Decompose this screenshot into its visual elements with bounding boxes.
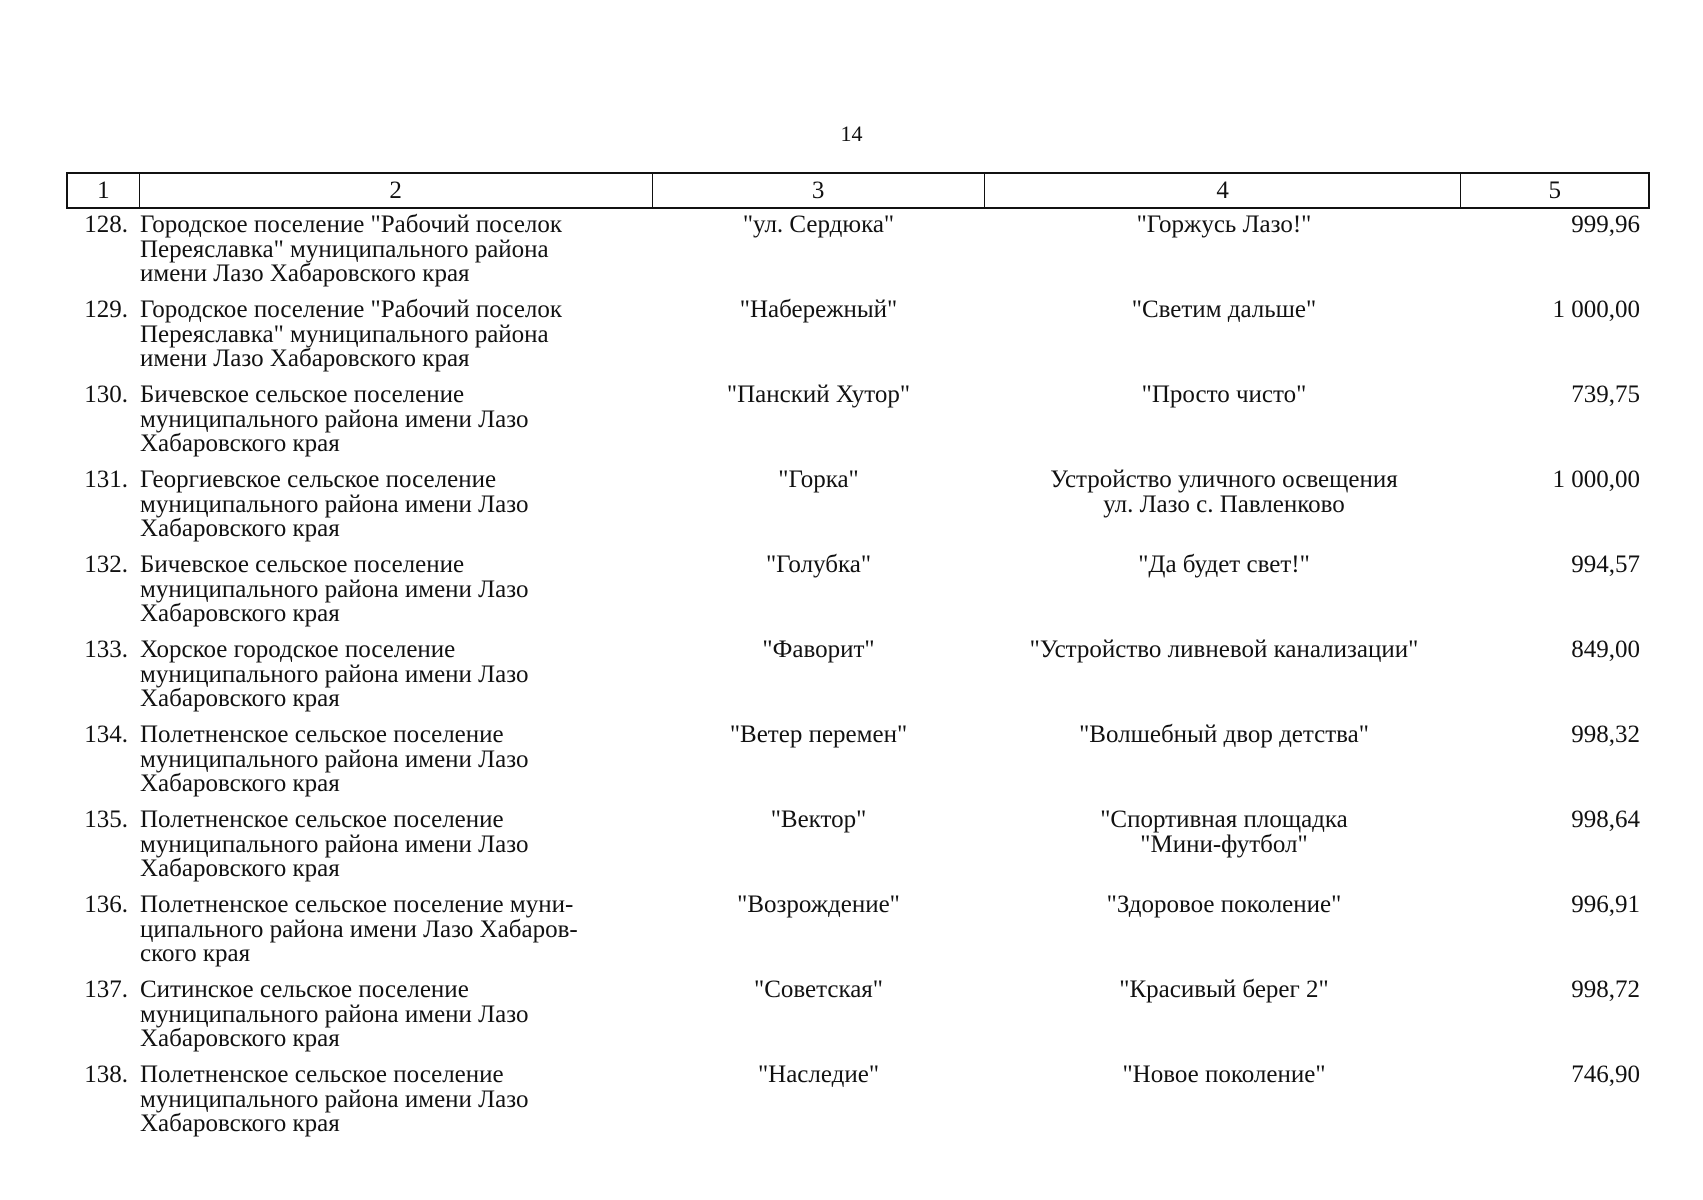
municipality-name-line: Бичевское сельское поселение [140,381,465,408]
table-row [66,213,1650,298]
project-name [985,468,1463,553]
amount: 998,72 [1571,976,1640,1003]
amount: 1 000,00 [1552,466,1640,493]
amount: 998,32 [1571,721,1640,748]
project-name-line: "Здоровое поколение" [1106,891,1342,918]
project-name [985,893,1463,978]
header-col-1: 1 [68,174,140,207]
municipality-name [138,468,652,553]
tos-name: "ул. Сердюка" [742,211,895,238]
tos-name: "Вектор" [770,806,867,833]
header-col-4: 4 [985,174,1462,207]
project-name-line: "Красивый берег 2" [1119,976,1329,1003]
municipality-name-line: Хабаровского края [140,1025,340,1052]
amount: 1 000,00 [1552,296,1640,323]
page-number: 14 [840,121,863,146]
municipality-name [138,383,652,468]
municipality-name-line: Полетненское сельское поселение муни- [140,891,574,918]
row-number: 129. [84,296,128,323]
municipality-name-line: Георгиевское сельское поселение [140,466,497,493]
municipality-name [138,298,652,383]
municipality-name [138,553,652,638]
table-row [66,383,1650,468]
row-number: 138. [84,1061,128,1088]
municipality-name [138,893,652,978]
project-name-line: "Устройство ливневой канализации" [1029,636,1419,663]
municipality-name [138,1063,652,1148]
municipality-name-line: Ситинское сельское поселение [140,976,469,1003]
municipality-name-line: Переяславка" муниципального района [140,320,549,348]
table-row [66,638,1650,723]
municipality-name-line: муниципального района имени Лазо [140,575,529,603]
row-number: 137. [84,976,128,1003]
municipality-name [138,808,652,893]
tos-name: "Ветер перемен" [729,721,908,748]
project-name-line: "Да будет свет!" [1138,551,1310,578]
row-number: 128. [84,211,128,238]
municipality-name-line: Хабаровского края [140,600,340,627]
tos-name: "Фаворит" [762,636,875,663]
project-name [985,723,1463,808]
municipality-name-line: Полетненское сельское поселение [140,721,504,748]
project-name-line: "Мини-футбол" [1140,830,1308,858]
municipality-name [138,723,652,808]
municipality-name-line: ципального района имени Лазо Хабаров- [140,915,578,943]
table-row [66,553,1650,638]
project-name-line: "Спортивная площадка [1100,806,1348,833]
project-name-line: "Новое поколение" [1122,1061,1326,1088]
amount: 994,57 [1571,551,1640,578]
amount: 849,00 [1571,636,1640,663]
tos-name: "Панский Хутор" [726,381,911,408]
table-header [66,172,1650,209]
row-number: 131. [84,466,128,493]
project-name-line: "Просто чисто" [1141,381,1307,408]
municipality-name-line: Бичевское сельское поселение [140,551,465,578]
municipality-name-line: Хабаровского края [140,855,340,882]
project-name-line: "Горжусь Лазо!" [1136,211,1312,238]
municipality-name-line: муниципального района имени Лазо [140,1000,529,1028]
project-name [985,213,1463,298]
project-name-line: "Светим дальше" [1131,296,1317,323]
project-name-line: ул. Лазо с. Павленково [1103,490,1345,518]
tos-name: "Возрождение" [737,891,900,918]
row-number: 135. [84,806,128,833]
municipality-name-line: муниципального района имени Лазо [140,660,529,688]
table-row [66,978,1650,1063]
municipality-name-line: имени Лазо Хабаровского края [140,345,470,372]
amount: 746,90 [1571,1061,1640,1088]
municipality-name-line: Хабаровского края [140,515,340,542]
row-number: 136. [84,891,128,918]
municipality-name-line: Городское поселение "Рабочий поселок [140,296,563,323]
municipality-name-line: муниципального района имени Лазо [140,1085,529,1113]
municipality-name-line: муниципального района имени Лазо [140,405,529,433]
tos-name: "Советская" [753,976,884,1003]
table-row [66,893,1650,978]
municipality-name-line: имени Лазо Хабаровского края [140,260,470,287]
municipality-name-line: муниципального района имени Лазо [140,830,529,858]
project-name [985,298,1463,383]
row-number: 132. [84,551,128,578]
tos-name: "Набережный" [739,296,898,323]
municipality-name-line: Полетненское сельское поселение [140,1061,504,1088]
header-col-5: 5 [1548,177,1561,204]
amount: 998,64 [1571,806,1640,833]
municipality-name-line: муниципального района имени Лазо [140,490,529,518]
municipality-name-line: Переяславка" муниципального района [140,235,549,263]
municipality-name-line: муниципального района имени Лазо [140,745,529,773]
amount: 999,96 [1571,211,1640,238]
municipality-name-line: Хорское городское поселение [140,636,456,663]
project-name [985,553,1463,638]
municipality-name [138,978,652,1063]
municipality-name-line: Полетненское сельское поселение [140,806,504,833]
amount: 996,91 [1571,891,1640,918]
header-col-2: 2 [140,174,653,207]
municipality-name-line: Хабаровского края [140,1110,340,1137]
municipality-name-line: ского края [140,940,251,967]
project-name-line: "Волшебный двор детства" [1079,721,1369,748]
table-row [66,298,1650,383]
row-number: 130. [84,381,128,408]
row-number: 134. [84,721,128,748]
municipality-name-line: Хабаровского края [140,430,340,457]
header-col-3: 3 [653,174,985,207]
municipality-name [138,213,652,298]
tos-name: "Наследие" [757,1061,880,1088]
table-row [66,468,1650,553]
project-name [985,383,1463,468]
table-row [66,1063,1650,1148]
project-name [985,978,1463,1063]
project-name [985,638,1463,723]
municipality-name [138,638,652,723]
table-row [66,808,1650,893]
row-number: 133. [84,636,128,663]
amount: 739,75 [1571,381,1640,408]
table-body [66,213,1650,1148]
tos-name: "Голубка" [765,551,872,578]
project-name-line: Устройство уличного освещения [1050,466,1398,493]
project-name [985,808,1463,893]
municipality-name-line: Хабаровского края [140,770,340,797]
table-row [66,723,1650,808]
tos-name: "Горка" [778,466,859,493]
project-name [985,1063,1463,1148]
municipality-name-line: Хабаровского края [140,685,340,712]
municipality-name-line: Городское поселение "Рабочий поселок [140,211,563,238]
